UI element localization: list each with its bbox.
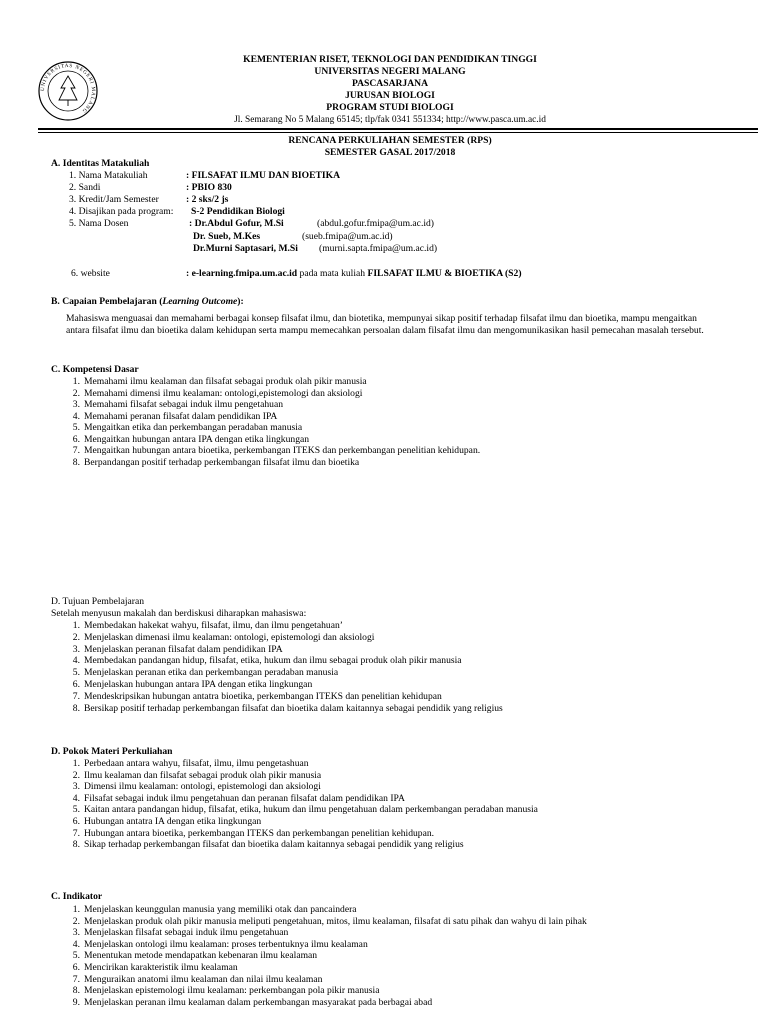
dosen3-name: Dr.Murni Saptasari, M.Si: [193, 243, 298, 254]
kredit-value: : 2 sks/2 js: [186, 194, 229, 205]
list-item: [72, 927, 587, 939]
list-item-number: 2.: [72, 915, 80, 927]
list-item: [72, 376, 480, 388]
list-item-text: Mendeskripsikan hubungan antatra bioetika, perkembangan ITEKS dan penelitian kehidupan: [84, 690, 442, 702]
list-item-number: 2.: [72, 769, 80, 781]
list-item-number: 6.: [72, 678, 80, 690]
list-item-text: Menguraikan anatomi ilmu kealaman dan nilai ilmu kealaman: [84, 973, 323, 985]
list-item-text: Dimensi ilmu kealaman: ontologi, epistemologi dan aksiologi: [84, 781, 321, 793]
capaian-text: Mahasiswa menguasai dan memahami berbagai konsep filsafat ilmu, dan biotetika, mempunyai sikap positif terhadap filsafat ilmu dan bioetika, mampu mengaitkan antara filsafat ilmu dan bioetika dalam kehidupan serta mampu memecahkan persoalan dalam filsafat ilmu dan mengomunikasikan hasil pemecahan masalah tersebut.: [66, 313, 704, 336]
list-item: [72, 620, 503, 632]
list-item: [72, 815, 538, 828]
university-name: UNIVERSITAS NEGERI MALANG: [314, 66, 466, 77]
list-item-number: 6.: [72, 815, 80, 827]
list-item-number: 6.: [72, 433, 80, 445]
list-item-text: Filsafat sebagai induk ilmu pengetahuan dan peranan filsafat dalam pendidikan IPA: [84, 792, 405, 804]
list-item: [72, 792, 538, 805]
list-item-text: Sikap terhadap perkembangan filsafat dan bioetika dalam kaitannya sebagai pendidik yang religius: [84, 839, 464, 851]
list-item-text: Memahami filsafat sebagai induk ilmu pengetahuan: [84, 399, 284, 410]
list-item-number: 8.: [72, 702, 80, 714]
list-item-number: 4.: [72, 938, 80, 950]
list-item-text: Mengaitkan etika dan perkembangan peradaban manusia: [84, 422, 303, 433]
list-item-text: Berpandangan positif terhadap perkembangan filsafat ilmu dan bioetika: [84, 456, 360, 468]
list-item: [72, 410, 480, 423]
tujuan-intro: Setelah menyusun makalah dan berdiskusi diharapkan mahasiswa:: [51, 608, 307, 619]
list-item-number: 8.: [72, 985, 80, 997]
list-item: [72, 973, 587, 986]
list-item: [72, 643, 503, 656]
header-rule-thin: [38, 132, 758, 133]
list-item-number: 3.: [72, 643, 80, 655]
list-item-number: 3.: [72, 927, 80, 939]
list-item: [72, 690, 503, 703]
list-item-number: 4.: [72, 655, 80, 667]
list-item: [72, 769, 538, 782]
capaian-heading-pre: B. Capaian Pembelajaran (: [51, 296, 163, 307]
list-item: [72, 667, 503, 679]
list-item: [72, 678, 503, 691]
sandi-label: 2. Sandi: [69, 182, 101, 193]
website-course: FILSAFAT ILMU & BIOETIKA (S2): [367, 268, 522, 279]
list-item-number: 9.: [72, 996, 80, 1008]
list-item: [72, 839, 538, 851]
list-item-number: 7.: [72, 445, 80, 456]
list-item-text: Menjelaskan keunggulan manusia yang memiliki otak dan pancaindera: [84, 904, 357, 915]
list-item: [72, 827, 538, 840]
list-item-text: Menjelaskan hubungan antara IPA dengan etika lingkungan: [84, 678, 313, 690]
kredit-label: 3. Kredit/Jam Semester: [69, 194, 159, 205]
indikator-heading: C. Indikator: [51, 891, 103, 902]
list-item-number: 1.: [72, 904, 80, 915]
list-item-text: Bersikap positif terhadap perkembangan filsafat dan bioetika dalam kaitannya sebagai pendidik yang religius: [84, 702, 503, 714]
faculty-name: PASCASARJANA: [351, 78, 429, 89]
document-title: RENCANA PERKULIAHAN SEMESTER (RPS): [288, 135, 492, 146]
list-item-number: 3.: [72, 781, 80, 793]
list-item-number: 7.: [72, 827, 80, 839]
list-item-number: 6.: [72, 961, 80, 973]
list-item-text: Menjelaskan epistemologi ilmu kealaman: perkembangan pola pikir manusia: [84, 985, 380, 997]
list-item-number: 8.: [72, 456, 80, 468]
tujuan-heading: D. Tujuan Pembelajaran: [51, 596, 144, 607]
capaian-heading-post: ):: [237, 296, 244, 307]
ministry-name: KEMENTERIAN RISET, TEKNOLOGI DAN PENDIDIKAN TINGGI: [243, 54, 537, 65]
website-mid: pada mata kuliah: [297, 268, 368, 279]
list-item: [72, 631, 503, 644]
dosen3-email: (murni.sapta.fmipa@um.ac.id): [319, 243, 438, 254]
list-item: [72, 433, 480, 446]
list-item-number: 4.: [72, 792, 80, 804]
list-item-text: Menjelaskan ontologi ilmu kealaman: proses terbentuknya ilmu kealaman: [84, 938, 368, 950]
list-item-text: Memahami ilmu kealaman dan filsafat sebagai produk olah pikir manusia: [84, 376, 367, 387]
list-item-text: Mengaitkan hubungan antara IPA dengan etika lingkungan: [84, 433, 310, 445]
pokok-heading: D. Pokok Materi Perkuliahan: [51, 746, 173, 757]
address-line: Jl. Semarang No 5 Malang 65145; tlp/fak 0341 551334; http://www.pasca.um.ac.id: [234, 115, 546, 125]
list-item-number: 1.: [72, 376, 80, 387]
list-item-text: Mencirikan karakteristik ilmu kealaman: [84, 961, 238, 973]
dosen1-name: : Dr.Abdul Gofur, M.Si: [189, 218, 284, 229]
list-item-text: Menjelaskan peranan etika dan perkembangan peradaban manusia: [84, 667, 339, 679]
list-item: [72, 758, 538, 770]
list-item: [72, 445, 481, 457]
list-item: [72, 985, 587, 997]
list-item-text: Hubungan antara bioetika, perkembangan ITEKS dan perkembangan penelitian kehidupan.: [84, 827, 435, 839]
list-item: [72, 702, 503, 715]
list-item: [72, 915, 587, 928]
website-value: : e-learning.fmipa.um.ac.id: [186, 268, 298, 279]
list-item: [72, 938, 587, 951]
list-item: [72, 950, 587, 962]
university-logo: [37, 60, 99, 122]
dosen1-email: (abdul.gofur.fmipa@um.ac.id): [317, 218, 434, 229]
list-item-text: Menentukan metode mendapatkan kebenaran ilmu kealaman: [84, 950, 318, 962]
list-item: [72, 804, 538, 816]
list-item-number: 8.: [72, 839, 80, 851]
list-item: [72, 961, 587, 974]
list-item-number: 2.: [72, 631, 80, 643]
list-item-text: Kaitan antara pandangan hidup, filsafat, etika, hukum dan ilmu pengetahuan dalam perkembangan peradaban manusia: [84, 804, 538, 816]
capaian-heading: [51, 296, 244, 308]
list-item-text: Membedakan pandangan hidup, filsafat, etika, hukum dan ilmu sebagai produk olah pikir manusia: [84, 655, 462, 667]
list-item: [72, 422, 480, 434]
semester-title: SEMESTER GASAL 2017/2018: [324, 147, 456, 158]
list-item-text: Menjelaskan peranan ilmu kealaman dalam perkembangan masyarakat pada berbagai abad: [84, 996, 433, 1008]
list-item-text: Menjelaskan filsafat sebagai induk ilmu pengetahuan: [84, 927, 289, 939]
list-item-text: Menjelaskan dimenasi ilmu kealaman: ontologi, epistemologi dan aksiologi: [84, 631, 375, 643]
kompetensi-heading: C. Kompetensi Dasar: [51, 364, 139, 375]
list-item-number: 5.: [72, 950, 80, 962]
dosen2-name: Dr. Sueb, M.Kes: [193, 231, 261, 242]
sandi-value: : PBIO 830: [186, 182, 232, 193]
list-item: [72, 399, 480, 411]
list-item-text: Memahami dimensi ilmu kealaman: ontologi,epistemologi dan aksiologi: [84, 387, 363, 399]
list-item-text: Memahami peranan filsafat dalam pendidikan IPA: [84, 410, 278, 422]
list-item-number: 2.: [72, 387, 80, 399]
disajikan-label: 4. Disajikan pada program:: [69, 206, 174, 217]
disajikan-value: S-2 Pendidikan Biologi: [191, 206, 285, 217]
list-item: [72, 904, 587, 916]
nama-label: 1. Nama Matakuliah: [69, 170, 148, 181]
kompetensi-list: [66, 376, 480, 468]
list-item-number: 1.: [72, 758, 80, 769]
list-item-text: Mengaitkan hubungan antara bioetika, perkembangan ITEKS dan perkembangan penelitian kehidupan.: [84, 445, 481, 456]
identitas-heading: A. Identitas Matakuliah: [51, 158, 150, 169]
list-item-text: Membedakan hakekat wahyu, filsafat, ilmu, dan ilmu pengetahuan’: [84, 620, 343, 631]
list-item-text: Ilmu kealaman dan filsafat sebagai produk olah pikir manusia: [84, 769, 322, 781]
list-item: [72, 655, 503, 667]
list-item-number: 3.: [72, 399, 80, 410]
program-name: PROGRAM STUDI BIOLOGI: [326, 102, 454, 113]
indikator-list: [66, 904, 587, 1008]
list-item-number: 5.: [72, 804, 80, 816]
department-name: JURUSAN BIOLOGI: [345, 90, 435, 101]
pokok-list: [66, 758, 538, 851]
list-item-number: 4.: [72, 410, 80, 422]
tujuan-list: [66, 620, 503, 714]
svg-text:UNIVERSITAS NEGERI MALANG: UNIVERSITAS NEGERI MALANG: [39, 62, 97, 114]
list-item: [72, 781, 538, 793]
header-rule-thick: [38, 128, 758, 130]
list-item-text: Menjelaskan produk olah pikir manusia meliputi pengetahuan, mitos, ilmu kealaman, filsafat di satu pihak dan wahyu di lain pihak: [84, 915, 587, 927]
list-item-text: Menjelaskan peranan filsafat dalam pendidikan IPA: [84, 643, 283, 655]
list-item-number: 5.: [72, 422, 80, 433]
capaian-heading-italic: Learning Outcome: [162, 296, 238, 307]
website-label: 6. website: [71, 268, 110, 279]
list-item-number: 1.: [72, 620, 80, 631]
nama-value: : FILSAFAT ILMU DAN BIOETIKA: [186, 170, 341, 181]
website-line: [186, 268, 522, 280]
list-item-number: 7.: [72, 690, 80, 702]
list-item: [72, 387, 480, 400]
list-item: [72, 996, 587, 1009]
dosen2-email: (sueb.fmipa@um.ac.id): [302, 231, 393, 242]
list-item-text: Hubungan antatra IA dengan etika lingkungan: [84, 815, 262, 827]
dosen-label: 5. Nama Dosen: [69, 218, 129, 229]
list-item-number: 7.: [72, 973, 80, 985]
list-item: [72, 456, 480, 469]
list-item-number: 5.: [72, 667, 80, 679]
list-item-text: Perbedaan antara wahyu, filsafat, ilmu, ilmu pengetashuan: [84, 758, 309, 769]
